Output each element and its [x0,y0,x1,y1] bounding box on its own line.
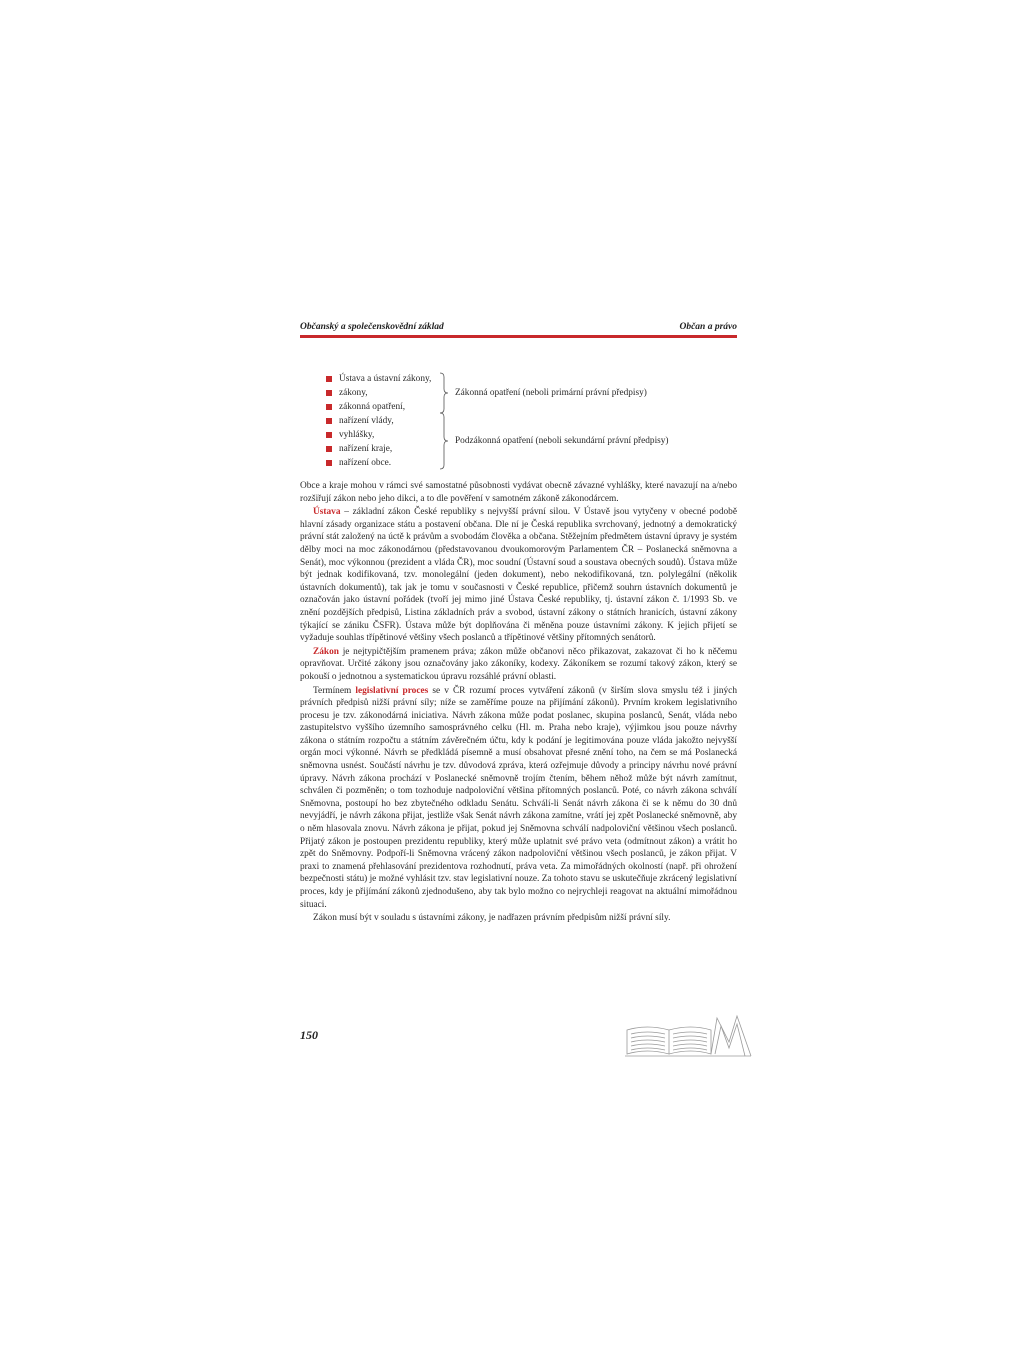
curly-brace-icon [440,372,448,414]
secondary-regulations-label: Podzákonná opatření (neboli sekundární právní předpisy) [455,436,669,446]
list-item: vyhlášky, [326,428,486,442]
legal-sources-list [326,372,486,470]
square-bullet-icon [326,376,332,382]
term-highlight: Zákon [313,646,339,657]
paragraph: Ústava – základní zákon České republiky s nejvyšší právní silou. V Ústavě jsou vytyčeny v obecné podobě hlavní zásady organizace státu a postavení občana. Dle ní je Česká republika svrchovaný, jednotný a demokratický právní stát založený na úctě k právům a svobodám člověka a občana. Stěžejním předmětem ústavní úpravy je systém dělby moci na moc zákonodárnou (představovanou dvoukomorovým Parlamentem ČR – Poslanecká sněmovna a Senát), moc výkonnou (prezident a vláda ČR), moc soudní (Ústavní soud a soustava obecných soudů). Ústava může být jednak kodifikovaná, tzv. monolegální (jeden dokument), nebo nekodifikovaná, tzn. polylegální (několik ústavních dokumentů), tak jak je tomu v současnosti v České republice, přičemž souhrn ústavních dokumentů je označován jako ústavní pořádek (tvoří jej mimo jiné Ústava České republiky, tj. ústavní zákon č. 1/1993 Sb. ve znění pozdějších předpisů, Listina základních práv a svobod, ústavní zákony o státních hranicích, ústavní zákony týkající se zániku ČSFR). Ústava může být doplňována či měněna pouze ústavními zákony. K jejich přijetí se vyžaduje souhlas třípětinové většiny všech poslanců a třípětinové většiny přítomných senátorů. [300,507,737,644]
page-number: 150 [300,1028,318,1042]
paragraph: Termínem legislativní proces se v ČR rozumí proces vytváření zákonů (v širším slova smyslu též i jiných právních předpisů nižší právní síly; níže se zaměříme pouze na přijímání zákonů). Prvním krokem legislativního procesu je tzv. zákonodárná iniciativa. Návrh zákona může podat poslanec, skupina poslanců, Senát, vláda nebo zastupitelstvo vyššího územního samosprávného celku (Hl. m. Praha nebo kraje), výjimkou jsou pouze návrhy zákona o státním rozpočtu a státním závěrečném účtu, kdy k podání je legitimována pouze vláda jakožto nejvyšší orgán moci výkonné. Návrh se předkládá písemně a musí obsahovat přesné znění toho, na čem se má Poslanecká sněmovna usnést. Součástí návrhu je tzv. důvodová zpráva, která ozřejmuje důvody a principy návrhu nové právní úpravy. Návrh zákona prochází v Poslanecké sněmovně trojím čtením, během něhož může být návrh zamítnut, schválen či pozměněn; o tom tozhoduje nadpoloviční většina přítomných poslanců. Poté, co návrh zákona schválí Sněmovna, postoupí ho bez zbytečného odkladu Senátu. Schválí-li Senát návrh zákona či se k němu do 30 dnů nevyjádří, je návrh zákona přijat, jestliže však Senát návrh zákona zamítne, vrátí jej zpět Poslanecké sněmovně, aby o něm hlasovala znovu. Návrh zákona je přijat, pokud jej Sněmovna schválí nadpoloviční většinou všech poslanců. Přijatý zákon je postoupen prezidentu republiky, který může uplatnit své právo veta (odmítnout zákon) a vrátit ho zpět do Sněmovny. Podpoří-li Sněmovna vrácený zákon nadpoloviční většinou všech poslanců, je zákon přijat. V praxi to znamená přehlasování prezidentova rozhodnutí, práva veta. Za mimořádných okolností (např. při ohrožení bezpečnosti státu) je možné vyhlásit tzv. stav legislativní nouze. Za tohoto stavu se uskutečňuje zkrácený legislativní proces, kdy je přijímání zákonů zjednodušeno, aby tak bylo možno co nejrychleji reagovat na aktuální mimořádnou situaci. [300,685,737,910]
list-item: nařízení vlády, [326,414,486,428]
square-bullet-icon [326,446,332,452]
primary-regulations-label: Zákonná opatření (neboli primární právní předpisy) [455,388,647,398]
header-rule [300,335,737,338]
open-book-logo-icon [625,1012,753,1058]
term-highlight: legislativní proces [355,685,429,696]
term-highlight: Ústava [313,507,341,518]
square-bullet-icon [326,460,332,466]
paragraph: Zákon musí být v souladu s ústavními zákony, je nadřazen právním předpisům nižší právní síly. [313,913,671,924]
list-item: zákony, [326,386,486,400]
list-item: nařízení kraje, [326,442,486,456]
square-bullet-icon [326,390,332,396]
list-item: Ústava a ústavní zákony, [326,372,486,386]
header-book-title: Občanský a společenskovědní základ [300,322,444,332]
curly-brace-icon [440,412,448,470]
book-page [300,0,737,1365]
list-item: zákonná opatření, [326,400,486,414]
running-header [300,322,737,334]
body-text [300,480,737,926]
header-chapter-title: Občan a právo [679,322,737,332]
square-bullet-icon [326,432,332,438]
square-bullet-icon [326,418,332,424]
paragraph: Zákon je nejtypičtějším pramenem práva; zákon může občanovi něco přikazovat, zakazovat či ho k něčemu opravňovat. Určité zákony jsou označovány jako zákoníky, kodexy. Zákoníkem se rozumí takový zákon, který se pokouší o jednotnou a systematickou úpravu rozsáhlé právní oblasti. [300,646,737,682]
list-item: nařízení obce. [326,456,486,470]
paragraph: Obce a kraje mohou v rámci své samostatné působnosti vydávat obecně závazné vyhlášky, které navazují na a/nebo rozšiřují zákon nebo jeho dikci, a to dle pověření v samotném zákoně zákonodárcem. [300,481,737,504]
square-bullet-icon [326,404,332,410]
